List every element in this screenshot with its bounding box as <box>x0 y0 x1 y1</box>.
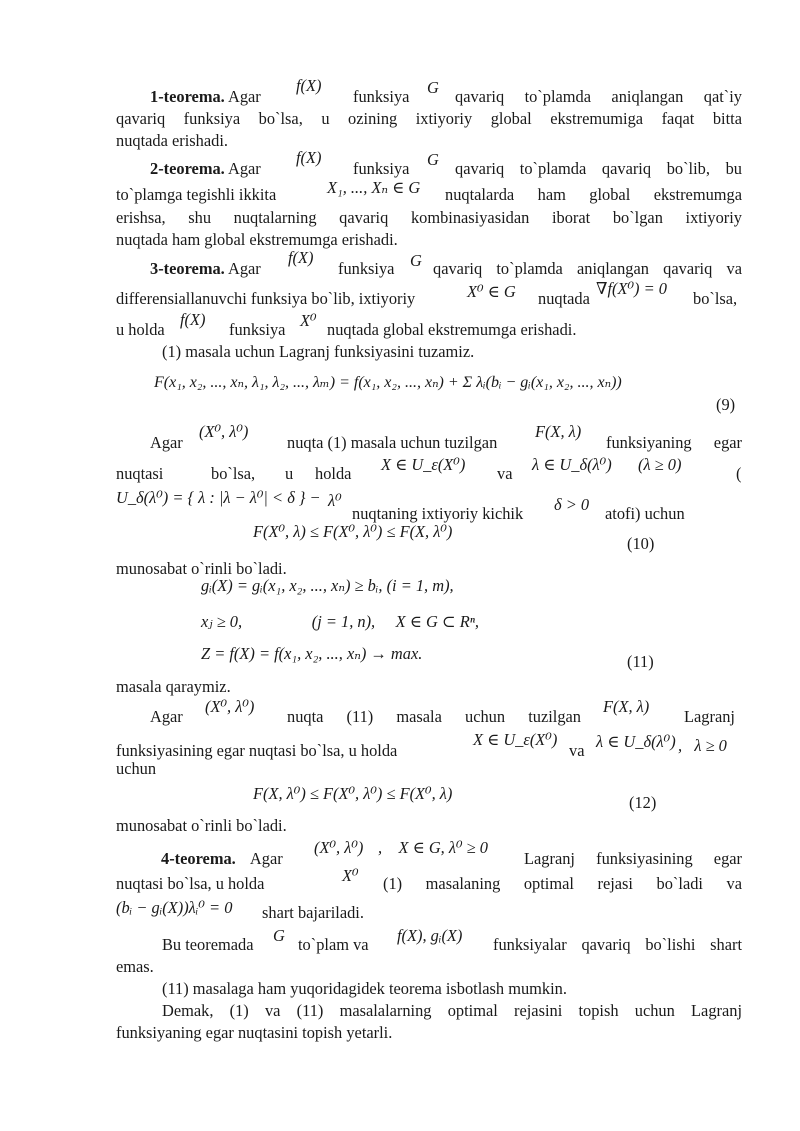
text: Lagranj <box>684 707 735 726</box>
theorem-2-points: X₁, ..., Xₙ ∈ G <box>327 178 421 197</box>
text: masala qaraymiz. <box>116 677 231 696</box>
set-G: G <box>273 926 285 945</box>
complementary-slackness: (bᵢ − gᵢ(X))λᵢ⁰ = 0 <box>116 898 233 917</box>
text: u <box>285 464 294 483</box>
text: Bu teoremada <box>162 935 254 954</box>
theorem-1-f: f(X) <box>296 76 322 95</box>
text: holda <box>315 464 352 483</box>
theorem-2-line-3: erishsa, shu nuqtalarning qavariq kombinasiyasidan iborat bo`lgan ixtiyoriy <box>116 208 742 227</box>
text: qavariq to`plamda aniqlangan qat`iy <box>455 87 742 106</box>
equation-9-number: (9) <box>716 395 736 414</box>
theorem-2-title: 2-teorema. <box>150 159 225 178</box>
text: funksiya <box>229 320 286 339</box>
lagrange-F: F(X, λ) <box>535 422 582 441</box>
text: nuqta (11) masala uchun tuzilgan <box>287 707 581 726</box>
theorem-1-title: 1-teorema. <box>150 87 225 106</box>
lagrange-intro: (1) masala uchun Lagranj funksiyasini tuzamiz. <box>162 342 475 361</box>
text: funksiya <box>353 159 410 178</box>
theorem-3-line-1 <box>150 258 261 280</box>
theorem-2-G: G <box>427 150 439 169</box>
text: qavariq to`plamda qavariq bo`lib, bu <box>455 159 742 178</box>
equation-11-line-2: xⱼ ≥ 0, (j = 1, n), X ∈ G ⊂ Rⁿ, <box>201 612 480 631</box>
text: Agar <box>150 707 183 726</box>
theorem-3-X0-2: X⁰ <box>300 311 317 330</box>
conclusion-line-2: funksiyaning egar nuqtasini topish yetarli. <box>116 1023 393 1042</box>
text: funksiya <box>338 259 395 278</box>
lambda-neighborhood-2: λ ∈ U_δ(λ⁰) <box>596 732 676 751</box>
text: Agar <box>249 849 283 868</box>
theorem-3-gradient: ∇f(X⁰) = 0 <box>596 279 667 298</box>
theorem-1-G: G <box>427 78 439 97</box>
delta-positive: δ > 0 <box>554 495 590 514</box>
text: differensiallanuvchi funksiya bo`lib, ixtiyoriy <box>116 289 416 308</box>
text: shart bajariladi. <box>262 903 364 922</box>
theorem-1-line-3: nuqtada erishadi. <box>116 131 228 150</box>
text: Agar <box>150 433 183 452</box>
lambda-neighborhood: λ ∈ U_δ(λ⁰) <box>532 455 612 474</box>
text: atofi) uchun <box>605 504 685 523</box>
text: Lagranj funksiyasining egar <box>524 849 742 868</box>
text: va <box>497 464 513 483</box>
text: nuqtasi bo`lsa, u holda <box>116 874 265 893</box>
theorem-4-conditions: , X ∈ G, λ⁰ ≥ 0 <box>378 838 488 857</box>
text: bo`lsa, <box>693 289 738 308</box>
theorem-2-line-4: nuqtada ham global ekstremumga erishadi. <box>116 230 398 249</box>
text: bo`lsa, <box>211 464 256 483</box>
text: nuqta (1) masala uchun tuzilgan <box>287 433 498 452</box>
text: nuqtasi <box>116 464 164 483</box>
text: nuqtalarda ham global ekstremumga <box>445 185 742 204</box>
theorem-3-title: 3-teorema. <box>150 259 225 278</box>
text: ( <box>736 464 742 483</box>
conclusion-line-1: Demak, (1) va (11) masalalarning optimal rejasini topish uchun Lagranj <box>162 1001 742 1020</box>
theorem-4-line-1 <box>161 848 283 870</box>
text: nuqtada <box>538 289 590 308</box>
text: qavariq to`plamda aniqlangan qavariq va <box>433 259 742 278</box>
text: funksiyasining egar nuqtasi bo`lsa, u holda <box>116 741 398 760</box>
theorem-2-f: f(X) <box>296 148 322 167</box>
text: Agar <box>228 87 261 106</box>
lambda-nonneg-2: , λ ≥ 0 <box>678 736 727 755</box>
equation-11-line-1: gᵢ(X) = gᵢ(x₁, x₂, ..., xₙ) ≥ bᵢ, (i = 1, m), <box>201 576 454 595</box>
equation-11-number: (11) <box>627 652 654 671</box>
lagrange-F-2: F(X, λ) <box>603 697 650 716</box>
theorem-1-line-2: qavariq funksiya bo`lsa, u ozining ixtiyoriy global ekstremumiga faqat bitta <box>116 109 742 128</box>
text: funksiyalar qavariq bo`lishi shart <box>493 935 742 954</box>
x-neighborhood: X ∈ U_ε(X⁰) <box>381 455 466 474</box>
text: (1) masalaning optimal rejasi bo`ladi va <box>383 874 742 893</box>
theorem-3-X0: X⁰ ∈ G <box>467 282 516 301</box>
text: to`plamga tegishli ikkita <box>116 185 277 204</box>
text: u holda <box>116 320 165 339</box>
text: munosabat o`rinli bo`ladi. <box>116 816 287 835</box>
theorem-4-X0: X⁰ <box>342 866 359 885</box>
text: funksiyaning egar <box>606 433 742 452</box>
text: funksiya <box>353 87 410 106</box>
text: emas. <box>116 957 154 976</box>
saddle-point: (X⁰, λ⁰) <box>199 422 249 441</box>
text: Agar <box>228 259 261 278</box>
theorem-4-title: 4-teorema. <box>161 849 236 868</box>
remark-11: (11) masalaga ham yuqoridagidek teorema isbotlash mumkin. <box>162 979 567 998</box>
equation-11-line-3: Z = f(X) = f(x₁, x₂, ..., xₙ) → max. <box>201 644 423 663</box>
theorem-3-f: f(X) <box>288 248 314 267</box>
equation-9: F(x₁, x₂, ..., xₙ, λ₁, λ₂, ..., λₘ) = f(x₁, x₂, ..., xₙ) + Σ λᵢ(bᵢ − gᵢ(x₁, x₂, ..., xₙ)) <box>154 374 622 391</box>
text: to`plam va <box>298 935 369 954</box>
equation-10: F(X⁰, λ) ≤ F(X⁰, λ⁰) ≤ F(X, λ⁰) <box>253 522 453 541</box>
theorem-3-G: G <box>410 251 422 270</box>
theorem-1-line-1 <box>150 86 261 108</box>
equation-12: F(X, λ⁰) ≤ F(X⁰, λ⁰) ≤ F(X⁰, λ) <box>253 784 453 803</box>
theorem-3-f2: f(X) <box>180 310 206 329</box>
equation-10-number: (10) <box>627 534 655 553</box>
saddle-point-2: (X⁰, λ⁰) <box>205 697 255 716</box>
x-neighborhood-2: X ∈ U_ε(X⁰) <box>473 730 558 749</box>
text: uchun <box>116 759 157 778</box>
text: Agar <box>228 159 261 178</box>
text: munosabat o`rinli bo`ladi. <box>116 559 287 578</box>
equation-12-number: (12) <box>629 793 657 812</box>
theorem-2-line-1 <box>150 158 261 180</box>
lambda-zero: λ⁰ <box>328 491 342 510</box>
lambda-nonneg: (λ ≥ 0) <box>638 455 682 474</box>
saddle-point-3: (X⁰, λ⁰) <box>314 838 364 857</box>
text: va <box>569 741 585 760</box>
functions-f-g: f(X), gᵢ(X) <box>397 926 463 945</box>
text: nuqtada global ekstremumga erishadi. <box>327 320 577 339</box>
delta-neighborhood-def: U_δ(λ⁰) = { λ : |λ − λ⁰| < δ } − <box>116 488 321 507</box>
text: nuqtaning ixtiyoriy kichik <box>352 504 524 523</box>
